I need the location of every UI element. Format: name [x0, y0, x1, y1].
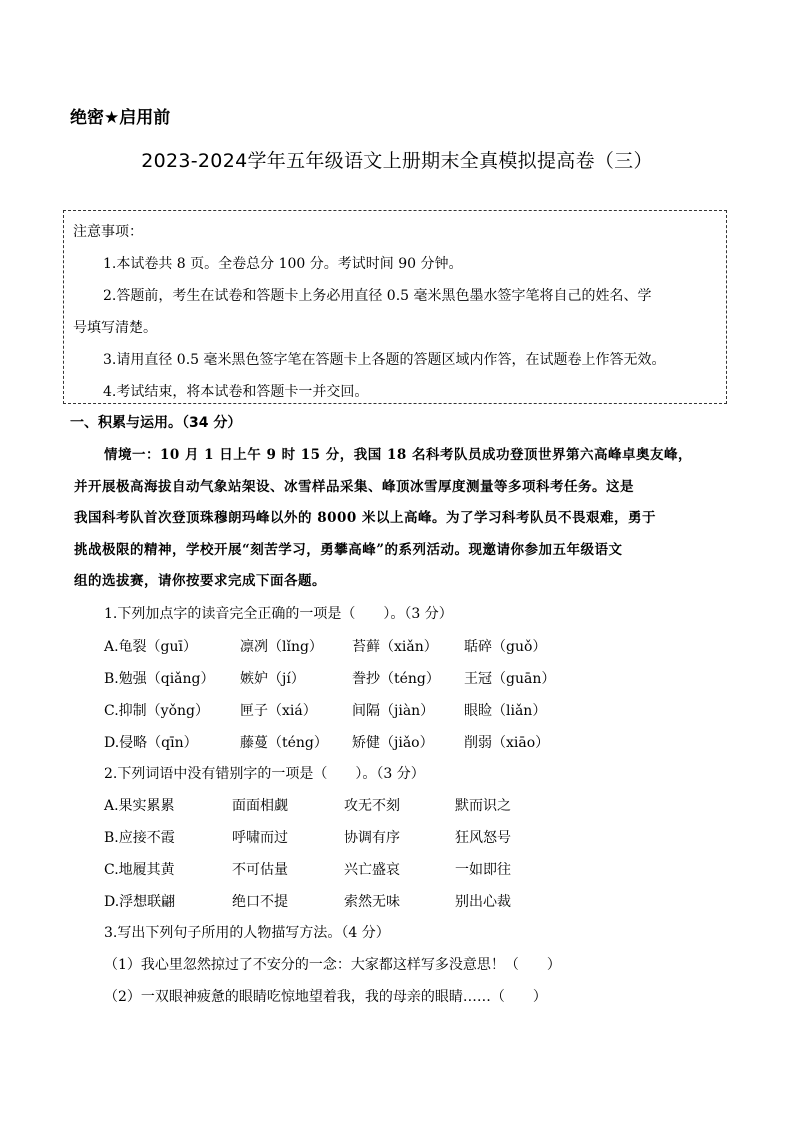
option-term: 默而识之 — [455, 798, 511, 814]
option-term: 聒碎（guǒ） — [464, 639, 547, 655]
scenario-line: 组的选拔赛，请你按要求完成下面各题。 — [74, 573, 326, 589]
option-term: 攻无不刻 — [344, 798, 400, 814]
scenario-line: 挑战极限的精神，学校开展“刻苦学习，勇攀高峰”的系列活动。现邀请你参加五年级语文 — [74, 541, 623, 558]
question-3-sentence-1: （1）我心里忽然掠过了不安分的一念：大家都这样写多没意思！（ ） — [104, 957, 561, 973]
option-term: 不可估量 — [232, 862, 288, 878]
option-term: 誊抄（téng） — [352, 671, 440, 687]
option-term: A.果实累累 — [104, 798, 175, 814]
question-2-stem: 2.下列词语中没有错别字的一项是（ ）。（3 分） — [104, 766, 425, 782]
notice-item-2-cont: 号填写清楚。 — [73, 320, 157, 336]
option-term: 矫健（jiǎo） — [352, 735, 434, 751]
scenario-line: 我国科考队首次登顶珠穆朗玛峰以外的 8000 米以上高峰。为了学习科考队员不畏艰难，勇于 — [74, 510, 656, 526]
option-term: 王冠（guān） — [464, 671, 556, 687]
notice-item-4: 4.考试结束，将本试卷和答题卡一并交回。 — [103, 384, 369, 400]
option-term: 嫉妒（jí） — [240, 671, 305, 687]
option-term: D.浮想联翩 — [104, 894, 176, 910]
option-term: 绝口不提 — [232, 894, 288, 910]
notice-item-3: 3.请用直径 0.5 毫米黑色签字笔在答题卡上各题的答题区域内作答，在试题卷上作答无效。 — [103, 352, 666, 368]
option-term: 索然无味 — [344, 894, 400, 910]
option-term: C.地履其黄 — [104, 862, 175, 878]
option-term: 削弱（xiāo） — [464, 735, 550, 751]
option-term: B.应接不霞 — [104, 830, 175, 846]
option-term: 呼啸而过 — [232, 830, 288, 846]
scenario-line: 情境一：10 月 1 日上午 9 时 15 分，我国 18 名科考队员成功登顶世界第六高峰卓奥友峰， — [104, 447, 692, 463]
option-term: 面面相觑 — [232, 798, 288, 814]
scenario-line: 并开展极高海拔自动气象站架设、冰雪样品采集、峰顶冰雪厚度测量等多项科考任务。这是 — [74, 478, 634, 495]
scenario-paragraph — [74, 440, 734, 598]
page-title: 2023-2024学年五年级语文上册期末全真模拟提高卷（三） — [141, 150, 653, 172]
option-term: 凛冽（lǐng） — [240, 639, 323, 655]
question-1-stem: 1.下列加点字的读音完全正确的一项是（ ）。（3 分） — [104, 606, 453, 622]
option-term: 藤蔓（téng） — [240, 735, 328, 751]
option-term: 一如即往 — [455, 862, 511, 878]
option-term: 匣子（xiá） — [240, 703, 317, 719]
notice-box — [63, 210, 727, 404]
option-term: 兴亡盛哀 — [344, 862, 400, 878]
option-term: 间隔（jiàn） — [352, 703, 435, 719]
notice-item-1: 1.本试卷共 8 页。全卷总分 100 分。考试时间 90 分钟。 — [103, 256, 463, 272]
section-heading: 一、积累与运用。（34 分） — [70, 415, 242, 431]
option-term: 别出心裁 — [455, 894, 511, 910]
option-term: A.龟裂（guī） — [104, 639, 198, 655]
question-3-sentence-2: （2）一双眼神疲惫的眼睛吃惊地望着我，我的母亲的眼睛……（ ） — [104, 989, 547, 1005]
option-term: 眼睑（liǎn） — [464, 703, 547, 719]
notice-item-2: 2.答题前，考生在试卷和答题卡上务必用直径 0.5 毫米黑色墨水签字笔将自己的姓名、学 — [103, 288, 652, 304]
option-term: 协调有序 — [344, 830, 400, 846]
option-term: C.抑制（yǒng） — [104, 703, 209, 719]
question-3-stem: 3.写出下列句子所用的人物描写方法。（4 分） — [104, 925, 390, 941]
notice-heading: 注意事项： — [73, 224, 143, 240]
option-term: D.侵略（qīn） — [104, 735, 198, 751]
confidential-mark: 绝密★启用前 — [70, 108, 171, 128]
option-term: B.勉强（qiǎng） — [104, 671, 215, 687]
option-term: 狂风怒号 — [455, 830, 511, 846]
option-term: 苔藓（xiǎn） — [352, 639, 438, 655]
